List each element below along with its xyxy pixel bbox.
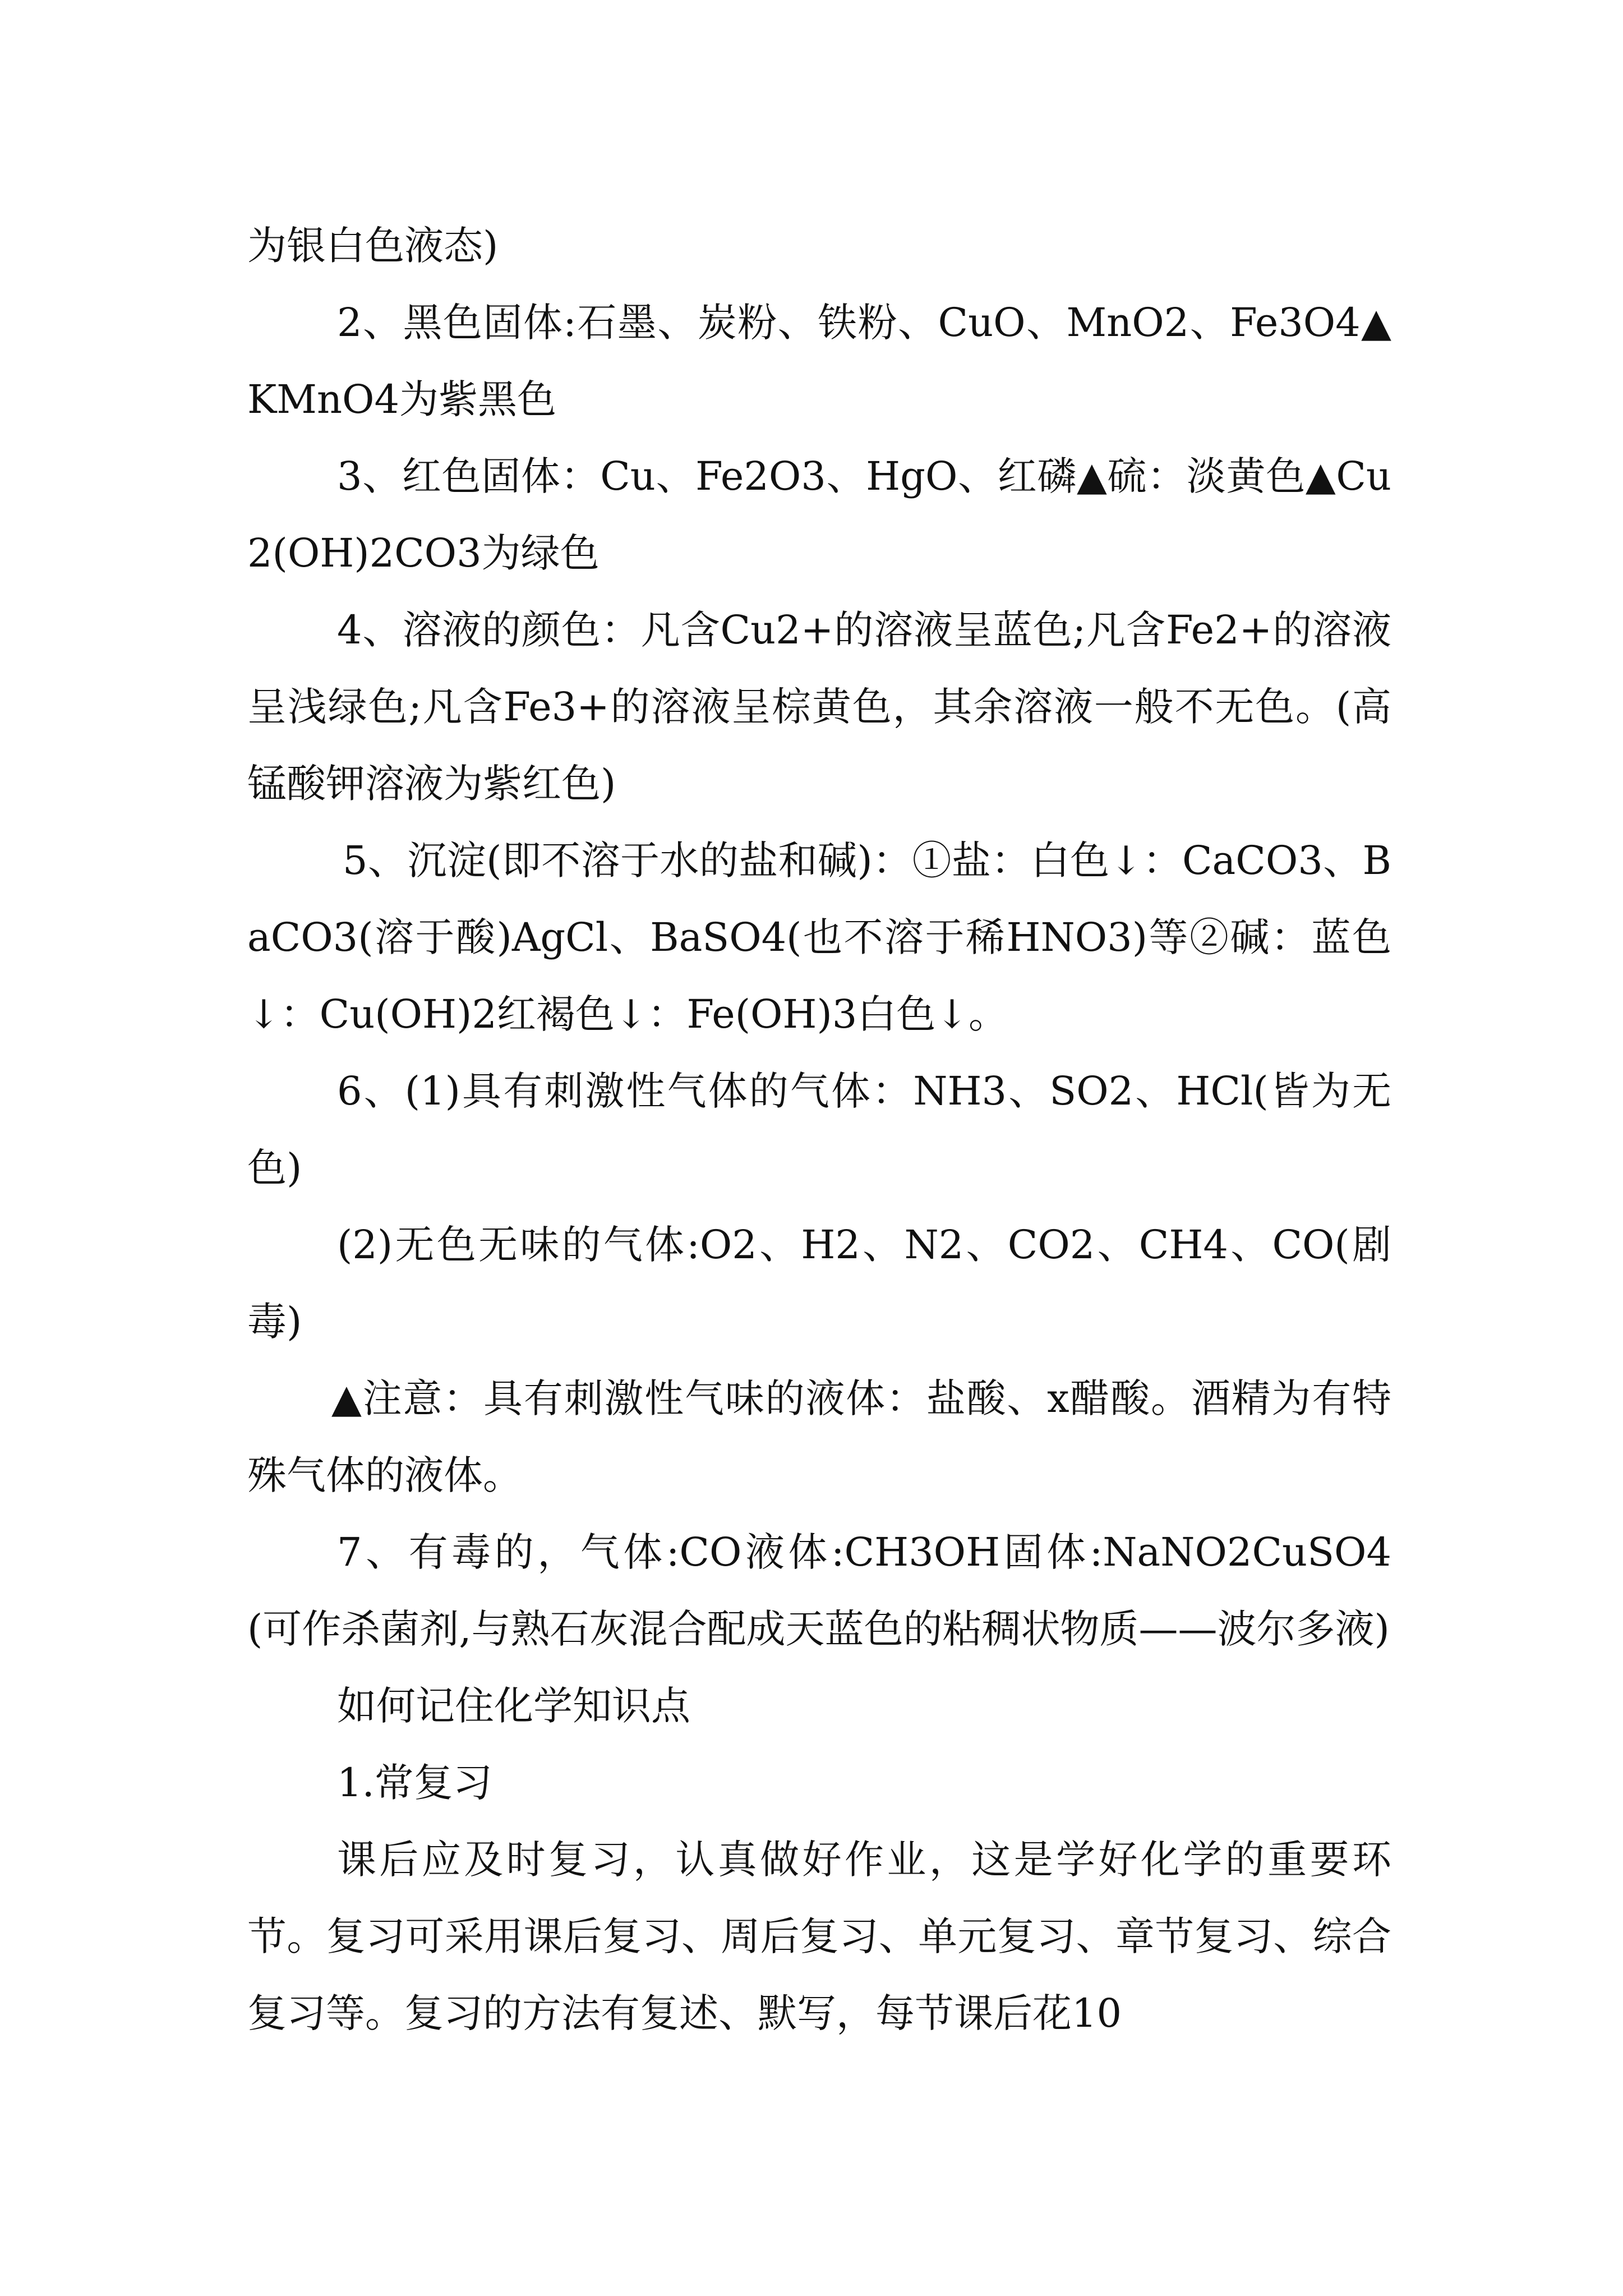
paragraph: 3、红色固体：Cu、Fe2O3、HgO、红磷▲硫：淡黄色▲Cu2(OH)2CO3为绿色 bbox=[247, 453, 1391, 576]
document-body bbox=[247, 208, 1391, 2052]
paragraph: 课后应及时复习，认真做好作业，这是学好化学的重要环节。复习可采用课后复习、周后复习、单元复习、章节复习、综合复习等。复习的方法有复述、默写，每节课后花10 bbox=[247, 1837, 1391, 2036]
section-heading: 如何记住化学知识点 bbox=[337, 1683, 690, 1729]
paragraph: ▲注意：具有刺激性气味的液体：盐酸、x醋酸。酒精为有特殊气体的液体。 bbox=[247, 1375, 1391, 1498]
paragraph: 6、(1)具有刺激性气体的气体：NH3、SO2、HCl(皆为无色) bbox=[247, 1068, 1391, 1191]
subsection-heading: 1.常复习 bbox=[337, 1760, 492, 1806]
paragraph: (2)无色无味的气体:O2、H2、N2、CO2、CH4、CO(剧毒) bbox=[247, 1222, 1391, 1345]
paragraph: 5、沉淀(即不溶于水的盐和碱)：①盐：白色↓：CaCO3、BaCO3(溶于酸)AgCl、BaSO4(也不溶于稀HNO3)等②碱：蓝色↓：Cu(OH)2红褐色↓：Fe(OH)3白色↓。 bbox=[247, 838, 1391, 1037]
paragraph: 2、黑色固体:石墨、炭粉、铁粉、CuO、MnO2、Fe3O4▲KMnO4为紫黑色 bbox=[247, 300, 1391, 422]
paragraph: 7、有毒的，气体:CO液体:CH3OH固体:NaNO2CuSO4(可作杀菌剂,与熟石灰混合配成天蓝色的粘稠状物质——波尔多液) bbox=[247, 1529, 1391, 1652]
paragraph: 为银白色液态) bbox=[247, 223, 499, 269]
paragraph: 4、溶液的颜色：凡含Cu2+的溶液呈蓝色;凡含Fe2+的溶液呈浅绿色;凡含Fe3+的溶液呈棕黄色，其余溶液一般不无色。(高锰酸钾溶液为紫红色) bbox=[247, 607, 1391, 807]
